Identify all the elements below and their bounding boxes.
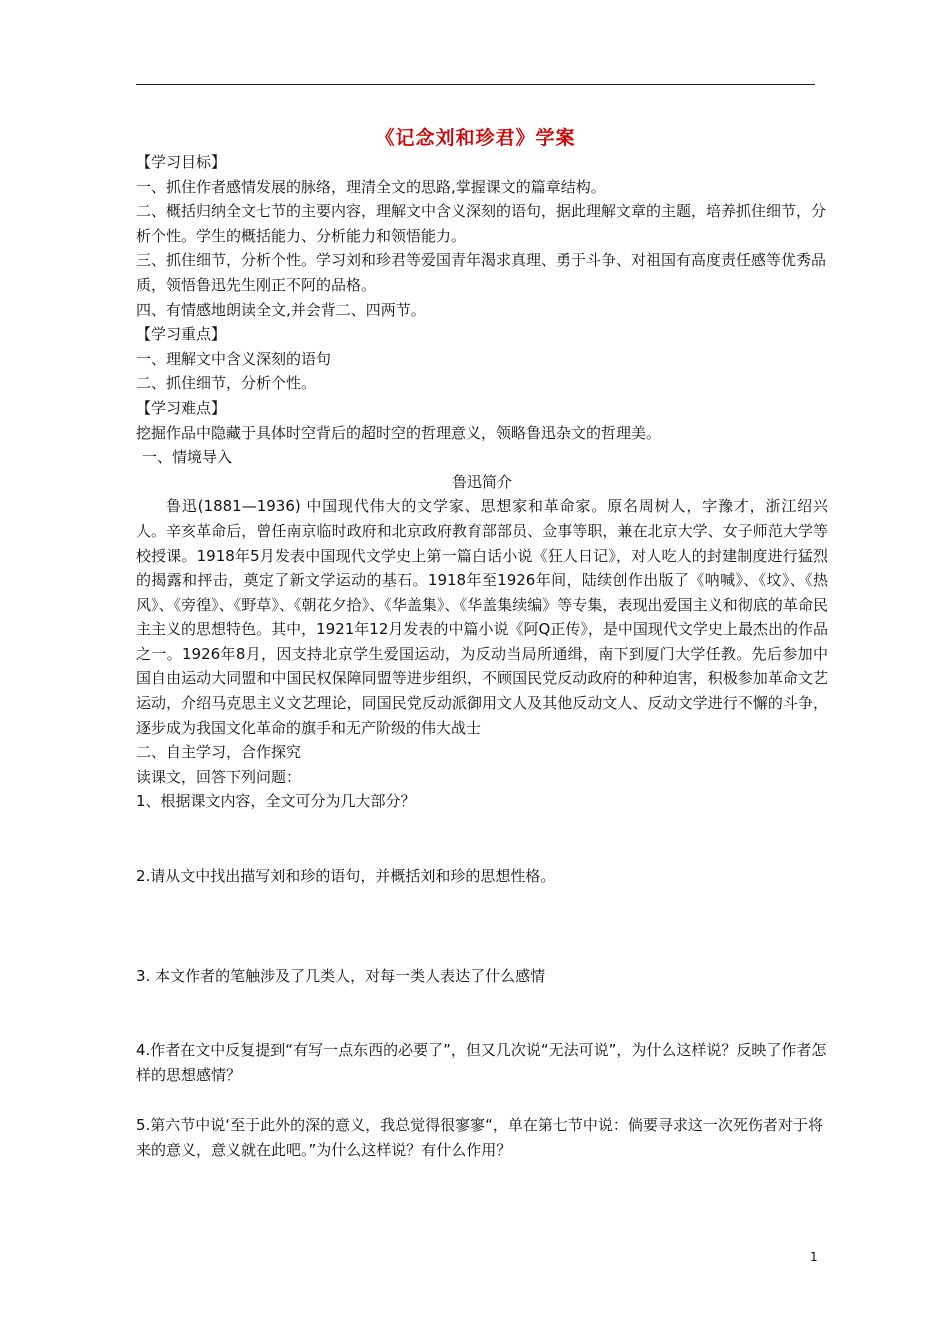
section2-intro: 读课文，回答下列问题： xyxy=(136,767,302,786)
section1-subheading: 鲁迅简介 xyxy=(451,472,512,491)
question-4: 4.作者在文中反复提到“有写一点东西的必要了”，但又几次说“无法可说”，为什么这样说？反映了作者怎样的思想感情？ xyxy=(136,1041,827,1084)
question-1: 1、根据课文内容，全文可分为几大部分？ xyxy=(136,792,416,811)
difficulties-heading: 【学习难点】 xyxy=(136,398,227,417)
header-rule xyxy=(136,84,815,85)
section1-heading: 一、情境导入 xyxy=(142,448,233,467)
page-number: 1 xyxy=(810,1250,818,1264)
section2-heading: 二、自主学习，合作探究 xyxy=(136,743,302,762)
luxun-bio-paragraph: 鲁迅(1881—1936) 中国现代伟大的文学家、思想家和革命家。原名周树人，字豫才，浙江绍兴人。辛亥革命后，曾任南京临时政府和北京政府教育部部员、佥事等职，兼在北京大学、女子师范大学等校授课。1918年5月发表中国现代文学史上第一篇白话小说《狂人日记》，对人吃人的封建制度进行猛烈的揭露和抨击，奠定了新文学运动的基石。1918年至1926年间，陆续创作出版了《呐喊》、《坟》、《热风》、《旁徨》、《野草》、《朝花夕拾》、《华盖集》、《华盖集续编》等专集，表现出爱国主义和彻底的革命民主主义的思想特色。其中，1921年12月发表的中篇小说《阿Q正传》，是中国现代文学史上最杰出的作品之一。1926年8月，因支持北京学生爱国运动，为反动当局所通缉，南下到厦门大学任教。先后参加中国自由运动大同盟和中国民权保障同盟等进步组织，不顾国民党反动政府的种种迫害，积极参加革命文艺运动，介绍马克思主义文艺理论，同国民党反动派御用文人及其他反动文人、反动文学进行不懈的斗争，逐步成为我国文化革命的旗手和无产阶级的伟大战士 xyxy=(136,497,828,737)
key-point-item: 二、抓住细节，分析个性。 xyxy=(136,374,317,393)
goal-item: 一、抓住作者感情发展的脉络，理清全文的思路,掌握课文的篇章结构。 xyxy=(136,177,606,196)
key-point-item: 一、理解文中含义深刻的语句 xyxy=(136,349,332,368)
goals-heading: 【学习目标】 xyxy=(136,153,227,171)
document-body xyxy=(136,150,828,1163)
question-2: 2.请从文中找出描写刘和珍的语句，并概括刘和珍的思想性格。 xyxy=(136,867,556,886)
question-5: 5.第六节中说‘至于此外的深的意义，我总觉得很寥寥“，单在第七节中说：倘要寻求这一次死伤者对于将来的意义，意义就在此吧。”为什么这样说？有什么作用？ xyxy=(136,1116,823,1159)
goal-item: 二、概括归纳全文七节的主要内容，理解文中含义深刻的语句，据此理解文章的主题，培养抓住细节，分析个性。学生的概括能力、分析能力和领悟能力。 xyxy=(136,202,827,245)
question-3: 3. 本文作者的笔触涉及了几类人，对每一类人表达了什么感情 xyxy=(136,966,546,985)
goal-item: 三、抓住细节，分析个性。学习刘和珍君等爱国青年渴求真理、勇于斗争、对祖国有高度责任感等优秀品质，领悟鲁迅先生刚正不阿的品格。 xyxy=(136,251,827,294)
difficulties-text: 挖掘作品中隐藏于具体时空背后的超时空的哲理意义，领略鲁迅杂文的哲理美。 xyxy=(136,423,662,442)
goal-item: 四、有情感地朗读全文,并会背二、四两节。 xyxy=(136,300,426,319)
key-points-heading: 【学习重点】 xyxy=(136,325,227,344)
document-title: 《记念刘和珍君》学案 xyxy=(375,127,576,149)
